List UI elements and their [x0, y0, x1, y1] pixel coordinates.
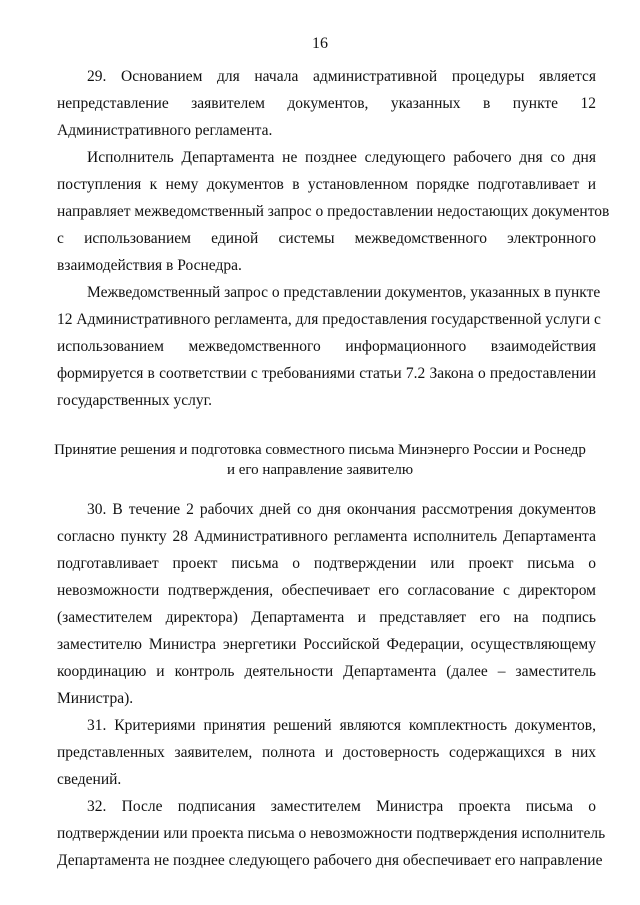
paragraph-executor-line-4: с использованием единой системы межведомственного электронного — [57, 230, 596, 247]
paragraph-executor-line-1: Исполнитель Департамента не позднее следующего рабочего дня со дня — [87, 149, 596, 166]
paragraph-30-line-4: невозможности подтверждения, обеспечивает его согласование с директором — [57, 582, 596, 599]
paragraph-32-line-3: Департамента не позднее следующего рабочего дня обеспечивает его направление — [57, 852, 603, 869]
paragraph-request-line-3: использованием межведомственного информационного взаимодействия — [57, 338, 596, 355]
paragraph-29-line-3: Административного регламента. — [57, 122, 273, 139]
paragraph-request-line-4: формируется в соответствии с требованиями статьи 7.2 Закона о предоставлении — [57, 365, 596, 382]
paragraph-31-line-1: 31. Критериями принятия решений являются комплектность документов, — [87, 717, 596, 734]
paragraph-31-line-3: сведений. — [57, 771, 122, 788]
paragraph-30-line-3: подготавливает проект письма о подтверждении или проект письма о — [57, 555, 596, 572]
section-heading-line-1: Принятие решения и подготовка совместного письма Минэнерго России и Роснедр — [54, 442, 586, 458]
paragraph-request-line-1: Межведомственный запрос о представлении документов, указанных в пункте — [87, 284, 601, 301]
paragraph-31-line-2: представленных заявителем, полнота и достоверность содержащихся в них — [57, 744, 596, 761]
paragraph-executor-line-2: поступления к нему документов в установленном порядке подготавливает и — [57, 176, 596, 193]
paragraph-32-line-2: подтверждении или проекта письма о невозможности подтверждения исполнитель — [57, 825, 606, 842]
paragraph-29-line-2: непредставление заявителем документов, указанных в пункте 12 — [57, 95, 596, 112]
paragraph-30-line-5: (заместителем директора) Департамента и представляет его на подпись — [57, 609, 596, 626]
page-number: 16 — [312, 35, 328, 52]
paragraph-30-line-1: 30. В течение 2 рабочих дней со дня окончания рассмотрения документов — [87, 501, 596, 518]
section-heading-line-2: и его направление заявителю — [226, 462, 414, 478]
paragraph-30-line-8: Министра). — [57, 690, 134, 707]
paragraph-executor-line-5: взаимодействия в Роснедра. — [57, 257, 242, 274]
paragraph-30-line-6: заместителю Министра энергетики Российской Федерации, осуществляющему — [57, 636, 596, 653]
paragraph-32-line-1: 32. После подписания заместителем Министра проекта письма о — [87, 798, 596, 815]
paragraph-executor-line-3: направляет межведомственный запрос о предоставлении недостающих документов — [57, 203, 610, 220]
paragraph-29-line-1: 29. Основанием для начала административной процедуры является — [87, 68, 596, 85]
paragraph-30-line-2: согласно пункту 28 Административного регламента исполнитель Департамента — [57, 528, 596, 545]
paragraph-request-line-5: государственных услуг. — [57, 392, 213, 409]
paragraph-request-line-2: 12 Административного регламента, для предоставления государственной услуги с — [57, 311, 601, 328]
paragraph-30-line-7: координацию и контроль деятельности Департамента (далее – заместитель — [57, 663, 596, 680]
